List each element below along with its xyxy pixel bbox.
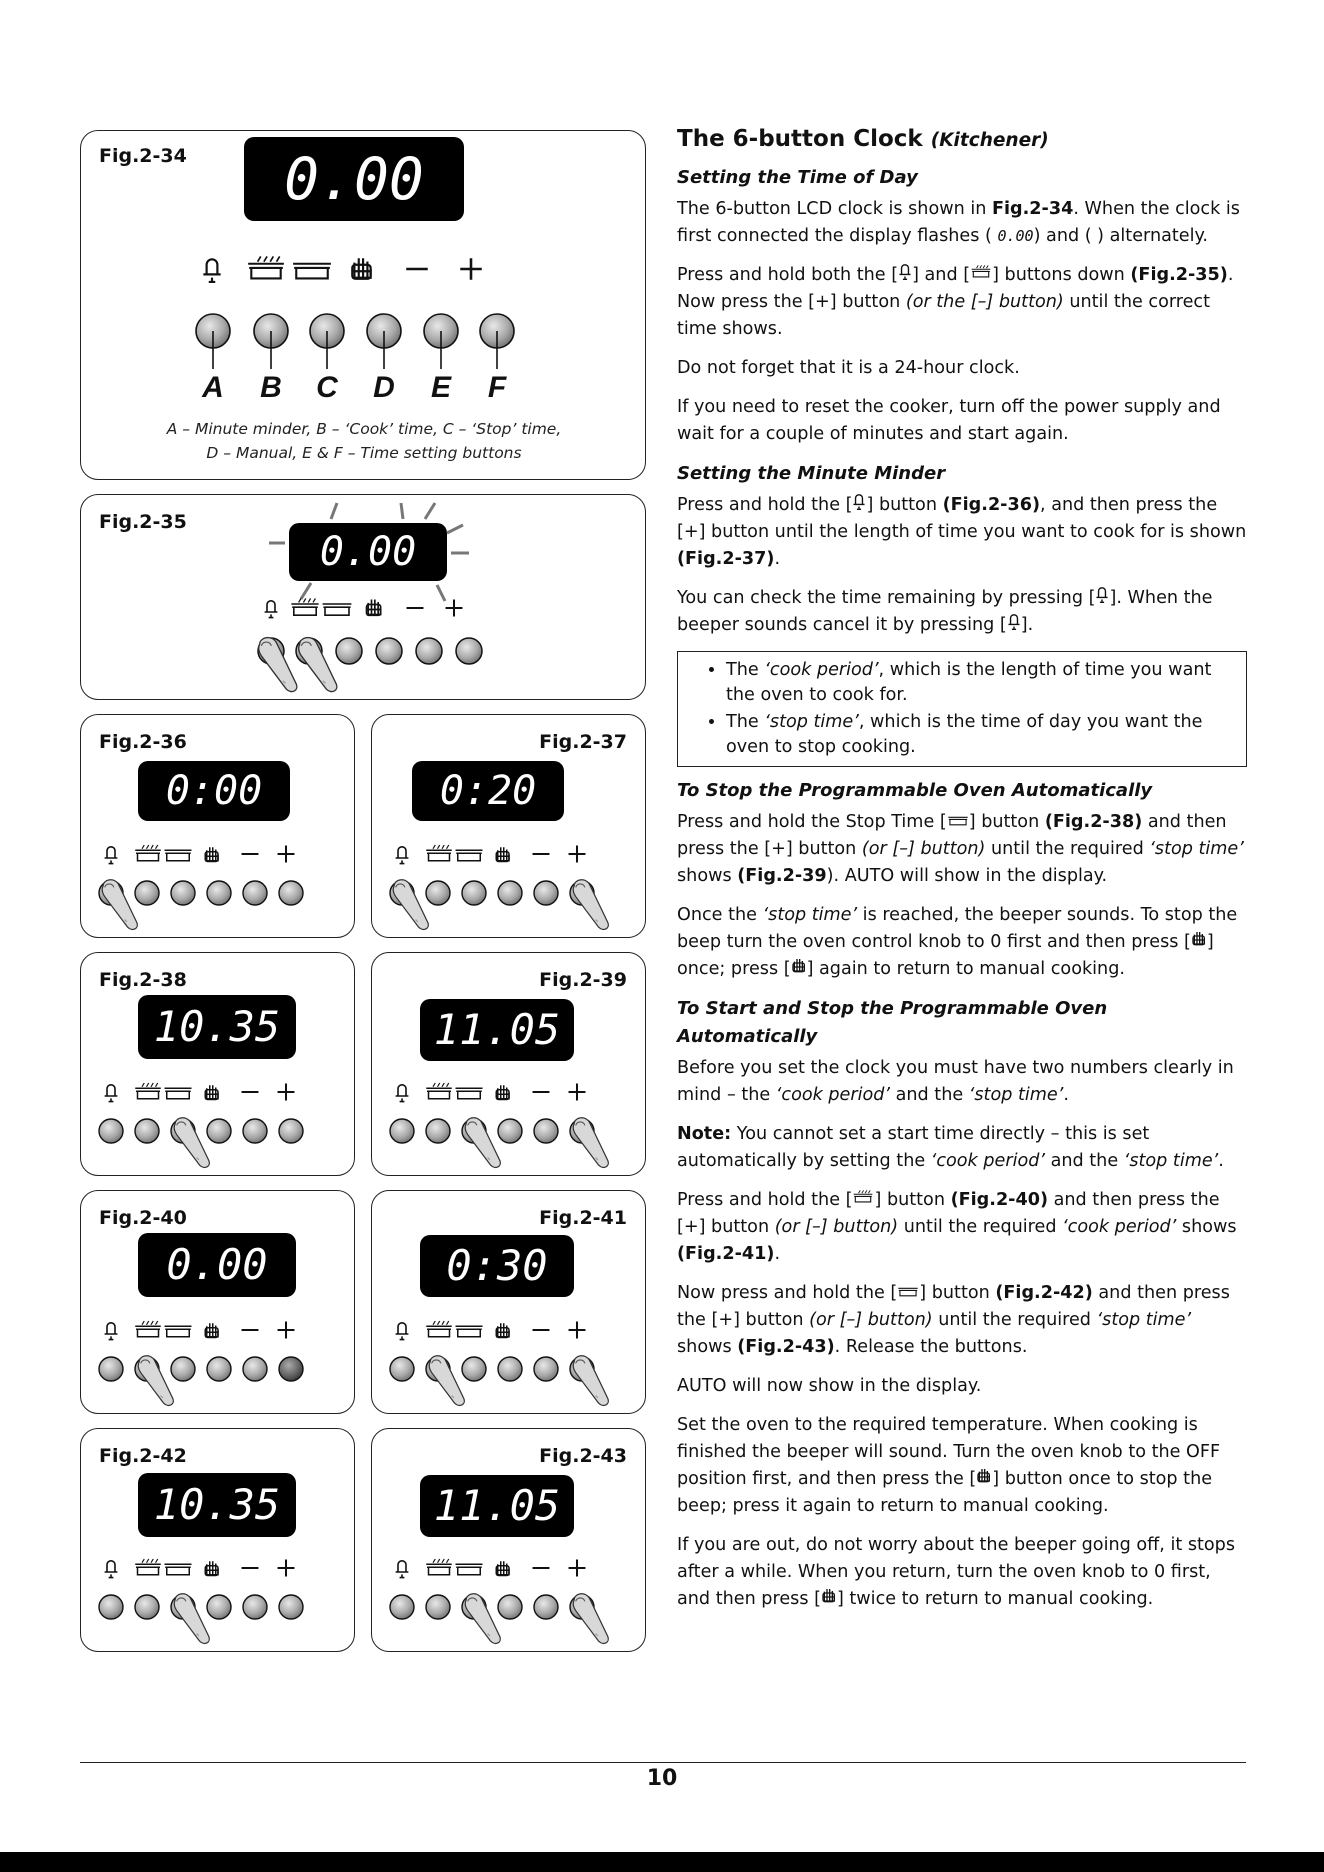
cook-time-icon <box>291 598 318 615</box>
stop-time-icon <box>165 850 192 861</box>
clock-button <box>99 1357 123 1381</box>
heading-stop-auto: To Stop the Programmable Oven Automatically <box>677 780 1153 801</box>
stop-time-icon <box>897 1284 919 1298</box>
lcd-display: 11.05 <box>420 1475 574 1537</box>
bullet-item: • The ‘cook period’, which is the length of time you want the oven to cook for. <box>726 658 1236 708</box>
figure-label: Fig.2-34 <box>99 145 187 167</box>
bell-icon <box>396 1323 409 1340</box>
paragraph: Now press and hold the [ ] button (Fig.2-42) and then press the [+] button (or [–] button) until the required ‘stop time’ shows (Fig.2-43). Release the buttons. <box>677 1283 1230 1357</box>
paragraph: Once the ‘stop time’ is reached, the beeper sounds. To stop the beep turn the oven control knob to 0 first and then press [ ] once; press [ ] again to return to manual cooking. <box>677 905 1238 979</box>
plus-icon <box>460 258 482 280</box>
clock-button <box>99 1119 123 1143</box>
lcd-display: 10.35 <box>138 995 296 1059</box>
cook-time-icon <box>970 264 992 280</box>
plus-icon <box>569 1322 586 1339</box>
cook-time-icon <box>426 1559 452 1575</box>
paragraph: Note: You cannot set a start time directly – this is set automatically by setting the ‘cook period’ and the ‘stop time’. <box>677 1124 1224 1171</box>
plus-icon <box>569 1084 586 1101</box>
figure-label: Fig.2-43 <box>539 1445 627 1467</box>
lcd-display: 0.00 <box>289 523 447 581</box>
title-text: The 6-button Clock <box>677 126 923 152</box>
bell-icon <box>105 847 118 864</box>
clock-button <box>426 881 450 905</box>
figure-caption <box>81 417 647 465</box>
clock-button <box>390 1357 414 1381</box>
plus-icon <box>278 1322 295 1339</box>
hand-icon <box>205 1323 218 1337</box>
clock-button <box>279 1119 303 1143</box>
clock-button <box>279 1595 303 1619</box>
paragraph: Before you set the clock you must have two numbers clearly in mind – the ‘cook period’ and the ‘stop time’. <box>677 1058 1234 1105</box>
paragraph: Press and hold the [ ] button (Fig.2-36), and then press the [+] button until the length of time you want to cook for is shown (Fig.2-37). <box>677 492 1247 573</box>
letter-a: A <box>202 371 224 404</box>
page-number: 10 <box>646 1766 678 1791</box>
bell-icon <box>396 1561 409 1578</box>
clock-button <box>135 881 159 905</box>
letter-d: D <box>373 371 395 404</box>
figure-2-39 <box>371 952 646 1176</box>
hand-icon <box>205 1561 218 1575</box>
control-panel-drawing <box>81 1191 356 1415</box>
heading-start-stop: To Start and Stop the Programmable Oven Automatically <box>677 998 1108 1047</box>
cook-time-icon <box>852 1189 874 1205</box>
hand-icon <box>791 956 807 974</box>
stop-time-icon <box>456 1326 483 1337</box>
clock-button <box>426 1595 450 1619</box>
hand-icon <box>1191 929 1207 947</box>
cook-time-icon <box>426 845 452 861</box>
clock-button <box>498 1357 522 1381</box>
clock-button <box>207 1595 231 1619</box>
clock-button <box>243 1119 267 1143</box>
figure-2-42 <box>80 1428 355 1652</box>
control-panel-drawing <box>372 1191 647 1415</box>
cook-time-icon <box>426 1083 452 1099</box>
hand-icon <box>976 1466 992 1484</box>
stop-time-icon <box>165 1564 192 1575</box>
paragraph: The 6-button LCD clock is shown in Fig.2-34. When the clock is first connected the display flashes ( 0.00) and ( ) alternately. <box>677 199 1240 246</box>
title-suffix: (Kitchener) <box>930 130 1049 151</box>
paragraph: Press and hold both the [ ] and [ ] buttons down (Fig.2-35). Now press the [+] button (or the [–] button) until the correct time shows. <box>677 262 1247 343</box>
heading-time-of-day: Setting the Time of Day <box>677 167 918 188</box>
figure-label: Fig.2-40 <box>99 1207 187 1229</box>
stop-time-icon <box>165 1088 192 1099</box>
figure-2-41 <box>371 1190 646 1414</box>
figure-2-34 <box>80 130 646 480</box>
stop-time-icon <box>293 264 331 279</box>
clock-button <box>498 881 522 905</box>
paragraph: If you need to reset the cooker, turn off the power supply and wait for a couple of minutes and start again. <box>677 397 1221 444</box>
stop-time-icon <box>323 604 352 615</box>
plus-icon <box>569 846 586 863</box>
control-panel-drawing <box>372 715 647 939</box>
control-panel-drawing <box>81 1429 356 1653</box>
control-panel-drawing <box>81 715 356 939</box>
clock-button <box>243 1357 267 1381</box>
bell-icon <box>898 262 912 280</box>
clock-button <box>462 881 486 905</box>
cook-time-icon <box>135 1559 161 1575</box>
clock-button <box>534 1119 558 1143</box>
clock-button <box>243 1595 267 1619</box>
flash-rays <box>269 503 469 601</box>
lcd-display: 11.05 <box>420 999 574 1061</box>
clock-button <box>534 1357 558 1381</box>
bottom-bar <box>0 1852 1324 1872</box>
clock-button <box>498 1595 522 1619</box>
clock-button <box>171 881 195 905</box>
stop-time-icon <box>456 1564 483 1575</box>
finger-press-icon <box>299 638 337 692</box>
lcd-display: 0:00 <box>138 761 290 821</box>
paragraph: Press and hold the Stop Time [ ] button (Fig.2-38) and then press the [+] button (or [–] button) until the required ‘stop time’ shows (Fig.2-39). AUTO will show in the display. <box>677 812 1244 886</box>
figure-2-43 <box>371 1428 646 1652</box>
figure-label: Fig.2-39 <box>539 969 627 991</box>
figure-2-40 <box>80 1190 355 1414</box>
caption-line-2: D – Manual, E & F – Time setting buttons <box>206 444 522 462</box>
figure-label: Fig.2-36 <box>99 731 187 753</box>
clock-button <box>171 1357 195 1381</box>
clock-button <box>390 1119 414 1143</box>
button-letters <box>81 371 647 407</box>
bell-icon <box>265 601 278 618</box>
figure-2-36 <box>80 714 355 938</box>
figure-label: Fig.2-42 <box>99 1445 187 1467</box>
instructions-text <box>677 122 1247 1625</box>
clock-button <box>243 881 267 905</box>
paragraph: Do not forget that it is a 24-hour clock. <box>677 358 1020 378</box>
control-panel-drawing <box>81 953 356 1177</box>
figure-2-38 <box>80 952 355 1176</box>
hand-icon <box>496 1323 509 1337</box>
clock-button <box>534 881 558 905</box>
hand-icon <box>496 1085 509 1099</box>
clock-button <box>534 1595 558 1619</box>
info-box <box>677 651 1247 767</box>
bell-icon <box>105 1561 118 1578</box>
stop-time-icon <box>947 813 969 827</box>
hand-icon <box>496 847 509 861</box>
footer-rule <box>80 1762 1246 1763</box>
lcd-display: 0.00 <box>244 137 464 221</box>
clock-button <box>207 1357 231 1381</box>
bell-icon <box>1095 585 1109 603</box>
bullet-item: • The ‘stop time’, which is the time of day you want the oven to stop cooking. <box>726 710 1236 760</box>
section-title <box>677 122 1247 158</box>
figure-label: Fig.2-37 <box>539 731 627 753</box>
bell-icon <box>852 492 866 510</box>
figure-label: Fig.2-38 <box>99 969 187 991</box>
lcd-display: 0:30 <box>420 1235 574 1297</box>
figure-label: Fig.2-35 <box>99 511 187 533</box>
bell-icon <box>1007 612 1021 630</box>
cook-time-icon <box>426 1321 452 1337</box>
bell-icon <box>105 1323 118 1340</box>
letter-f: F <box>487 371 507 404</box>
clock-button <box>279 1357 303 1381</box>
plus-icon <box>446 600 463 617</box>
figure-label: Fig.2-41 <box>539 1207 627 1229</box>
paragraph: Set the oven to the required temperature. When cooking is finished the beeper will sound. Turn the oven knob to the OFF position first, and then press the [ ] button once to stop the beep; press it again to return to manual cooking. <box>677 1415 1221 1516</box>
clock-button <box>426 1119 450 1143</box>
control-panel-drawing <box>372 953 647 1177</box>
plus-icon <box>278 1560 295 1577</box>
clock-button <box>498 1119 522 1143</box>
letter-b: B <box>260 371 282 404</box>
stop-time-icon <box>456 1088 483 1099</box>
hand-icon <box>821 1586 837 1604</box>
lcd-display: 0.00 <box>138 1233 296 1297</box>
lcd-display: 10.35 <box>138 1473 296 1537</box>
cook-time-icon <box>135 845 161 861</box>
control-panel-drawing <box>372 1429 647 1653</box>
cook-time-icon <box>135 1321 161 1337</box>
lcd-display: 0:20 <box>412 761 564 821</box>
clock-button <box>462 1357 486 1381</box>
letter-c: C <box>316 371 338 404</box>
hand-icon <box>205 1085 218 1099</box>
paragraph: If you are out, do not worry about the beeper going off, it stops after a while. When you return, turn the oven knob to 0 first, and then press [ ] twice to return to manual cooking. <box>677 1535 1235 1609</box>
plus-icon <box>278 846 295 863</box>
finger-press-icon <box>259 638 297 692</box>
figure-2-37 <box>371 714 646 938</box>
caption-line-1: A – Minute minder, B – ‘Cook’ time, C – ‘Stop’ time, <box>166 420 562 438</box>
hand-icon <box>205 847 218 861</box>
cook-time-icon <box>135 1083 161 1099</box>
hand-icon <box>496 1561 509 1575</box>
clock-button <box>207 1119 231 1143</box>
paragraph: AUTO will now show in the display. <box>677 1376 982 1396</box>
hand-icon <box>367 600 381 616</box>
stop-time-icon <box>456 850 483 861</box>
plus-icon <box>569 1560 586 1577</box>
paragraph: Press and hold the [ ] button (Fig.2-40) and then press the [+] button (or [–] button) until the required ‘cook period’ shows (Fig.2-41). <box>677 1190 1237 1264</box>
letter-e: E <box>430 371 452 404</box>
control-panel-drawing <box>81 495 647 701</box>
clock-button <box>135 1119 159 1143</box>
stop-time-icon <box>165 1326 192 1337</box>
bell-icon <box>203 259 220 282</box>
bell-icon <box>396 847 409 864</box>
bell-icon <box>396 1085 409 1102</box>
plus-icon <box>278 1084 295 1101</box>
clock-button <box>279 881 303 905</box>
paragraph: You can check the time remaining by pressing [ ]. When the beeper sounds cancel it by pressing [ ]. <box>677 585 1247 639</box>
clock-button <box>390 1595 414 1619</box>
clock-button <box>99 1595 123 1619</box>
figure-2-35 <box>80 494 646 700</box>
hand-icon <box>352 258 370 279</box>
bell-icon <box>105 1085 118 1102</box>
heading-minute-minder: Setting the Minute Minder <box>677 463 946 484</box>
clock-button <box>207 881 231 905</box>
clock-button <box>135 1595 159 1619</box>
cook-time-icon <box>248 256 284 278</box>
